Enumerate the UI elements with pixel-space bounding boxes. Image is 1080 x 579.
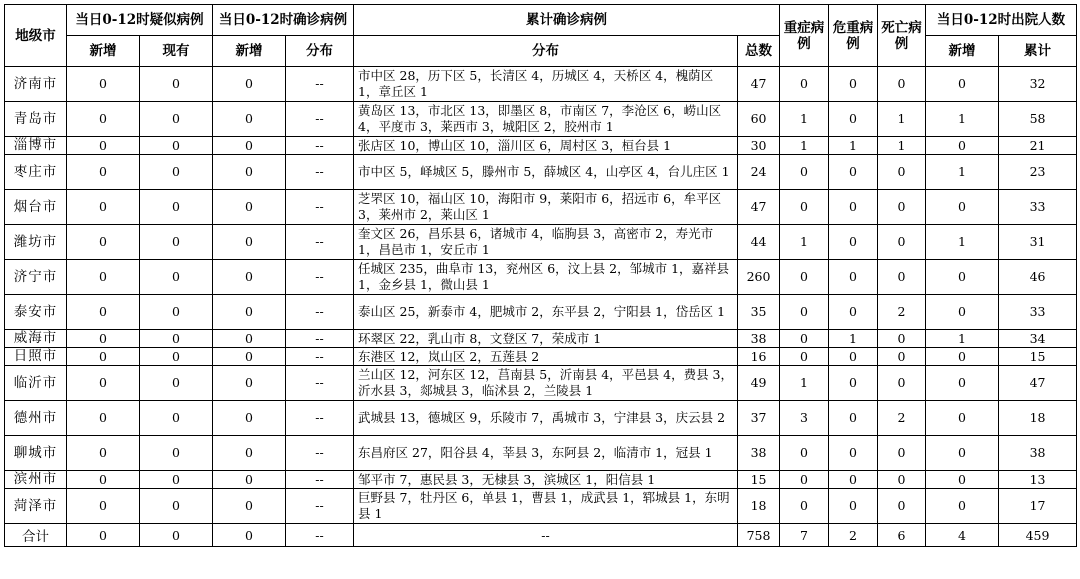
discharged-new: 0	[926, 67, 999, 102]
critical-count: 0	[829, 225, 878, 260]
suspected-existing: 0	[140, 295, 213, 330]
severe-count: 0	[780, 348, 829, 366]
header-dis-new: 新增	[926, 36, 999, 67]
header-cum-distribution: 分布	[354, 36, 738, 67]
suspected-existing: 0	[140, 366, 213, 401]
death-count: 0	[878, 225, 926, 260]
header-sus-new: 新增	[67, 36, 140, 67]
cumulative-total: 18	[738, 489, 780, 524]
table-row	[5, 348, 1077, 366]
discharged-total: 32	[999, 67, 1077, 102]
confirmed-distribution: --	[286, 155, 354, 190]
city-name: 济宁市	[5, 260, 67, 295]
confirmed-distribution: --	[286, 260, 354, 295]
critical-count: 0	[829, 67, 878, 102]
cumulative-total: 47	[738, 67, 780, 102]
confirmed-distribution: --	[286, 67, 354, 102]
city-name: 烟台市	[5, 190, 67, 225]
death-count: 0	[878, 67, 926, 102]
confirmed-new: 0	[213, 348, 286, 366]
death-count: 0	[878, 348, 926, 366]
table-row	[5, 102, 1077, 137]
city-name: 日照市	[5, 348, 67, 366]
cumulative-total: 35	[738, 295, 780, 330]
city-name: 枣庄市	[5, 155, 67, 190]
city-name: 德州市	[5, 401, 67, 436]
cumulative-distribution: 武城县 13，德城区 9，乐陵市 7，禹城市 3，宁津县 3，庆云县 2	[354, 401, 738, 436]
discharged-total: 47	[999, 366, 1077, 401]
cumulative-distribution: 东昌府区 27，阳谷县 4，莘县 3，东阿县 2，临清市 1，冠县 1	[354, 436, 738, 471]
discharged-new: 1	[926, 102, 999, 137]
header-suspected: 当日0-12时疑似病例	[67, 5, 213, 36]
header-critical: 危重病例	[829, 5, 878, 67]
cumulative-total: 47	[738, 190, 780, 225]
confirmed-distribution: --	[286, 330, 354, 348]
city-name: 聊城市	[5, 436, 67, 471]
suspected-new: 0	[67, 471, 140, 489]
table-row	[5, 366, 1077, 401]
table-body	[5, 67, 1077, 547]
suspected-new: 0	[67, 225, 140, 260]
suspected-new: 0	[67, 102, 140, 137]
suspected-existing: 0	[140, 137, 213, 155]
confirmed-distribution: --	[286, 489, 354, 524]
discharged-total: 13	[999, 471, 1077, 489]
critical-count: 0	[829, 102, 878, 137]
severe-count: 0	[780, 67, 829, 102]
critical-count: 0	[829, 366, 878, 401]
header-dis-cumulative: 累计	[999, 36, 1077, 67]
confirmed-distribution: --	[286, 366, 354, 401]
death-count: 0	[878, 366, 926, 401]
severe-count: 0	[780, 436, 829, 471]
severe-count: 1	[780, 137, 829, 155]
confirmed-distribution: --	[286, 471, 354, 489]
cumulative-total: 44	[738, 225, 780, 260]
cumulative-total: 24	[738, 155, 780, 190]
cumulative-distribution: 巨野县 7，牡丹区 6，单县 1，曹县 1，成武县 1，郓城县 1，东明县 1	[354, 489, 738, 524]
confirmed-distribution: --	[286, 295, 354, 330]
suspected-new: 0	[67, 366, 140, 401]
cumulative-distribution: 市中区 5，峄城区 5，滕州市 5，薛城区 4，山亭区 4，台儿庄区 1	[354, 155, 738, 190]
city-name: 青岛市	[5, 102, 67, 137]
discharged-new: 0	[926, 295, 999, 330]
discharged-total: 18	[999, 401, 1077, 436]
confirmed-new: 0	[213, 102, 286, 137]
discharged-total: 15	[999, 348, 1077, 366]
table-row	[5, 401, 1077, 436]
cumulative-distribution: 黄岛区 13，市北区 13，即墨区 8，市南区 7，李沧区 6，崂山区 4，平度市 3，莱西市 3，城阳区 2，胶州市 1	[354, 102, 738, 137]
critical-count: 0	[829, 155, 878, 190]
city-name: 临沂市	[5, 366, 67, 401]
critical-count: 0	[829, 401, 878, 436]
header-cum-total: 总数	[738, 36, 780, 67]
death-count: 0	[878, 190, 926, 225]
header-discharged: 当日0-12时出院人数	[926, 5, 1077, 36]
suspected-existing: 0	[140, 102, 213, 137]
discharged-new: 0	[926, 190, 999, 225]
table-row	[5, 260, 1077, 295]
discharged-total: 33	[999, 295, 1077, 330]
discharged-total: 17	[999, 489, 1077, 524]
severe-count: 3	[780, 401, 829, 436]
death-count: 0	[878, 155, 926, 190]
table-row	[5, 190, 1077, 225]
cumulative-total: 37	[738, 401, 780, 436]
confirmed-distribution: --	[286, 102, 354, 137]
suspected-existing: 0	[140, 225, 213, 260]
discharged-new: 1	[926, 330, 999, 348]
city-name: 淄博市	[5, 137, 67, 155]
confirmed-new: 0	[213, 489, 286, 524]
city-name: 菏泽市	[5, 489, 67, 524]
city-name: 滨州市	[5, 471, 67, 489]
cumulative-distribution: --	[354, 524, 738, 547]
discharged-total: 58	[999, 102, 1077, 137]
cumulative-distribution: 奎文区 26，昌乐县 6，诸城市 4，临朐县 3，高密市 2，寿光市 1，昌邑市 1，安丘市 1	[354, 225, 738, 260]
total-label: 合计	[5, 524, 67, 547]
discharged-new: 0	[926, 436, 999, 471]
critical-count: 0	[829, 260, 878, 295]
cumulative-total: 260	[738, 260, 780, 295]
confirmed-new: 0	[213, 330, 286, 348]
header-death: 死亡病例	[878, 5, 926, 67]
header-cumulative: 累计确诊病例	[354, 5, 780, 36]
cumulative-distribution: 芝罘区 10，福山区 10，海阳市 9，莱阳市 6，招远市 6，牟平区 3，莱州市 2，莱山区 1	[354, 190, 738, 225]
suspected-new: 0	[67, 330, 140, 348]
critical-count: 0	[829, 295, 878, 330]
suspected-new: 0	[67, 436, 140, 471]
confirmed-new: 0	[213, 155, 286, 190]
discharged-new: 1	[926, 155, 999, 190]
confirmed-distribution: --	[286, 190, 354, 225]
confirmed-new: 0	[213, 366, 286, 401]
death-count: 0	[878, 489, 926, 524]
discharged-new: 4	[926, 524, 999, 547]
severe-count: 0	[780, 155, 829, 190]
severe-count: 0	[780, 330, 829, 348]
severe-count: 0	[780, 295, 829, 330]
death-count: 0	[878, 330, 926, 348]
suspected-existing: 0	[140, 471, 213, 489]
suspected-new: 0	[67, 524, 140, 547]
table-row	[5, 225, 1077, 260]
severe-count: 0	[780, 260, 829, 295]
table-row	[5, 67, 1077, 102]
cumulative-distribution: 张店区 10，博山区 10，淄川区 6，周村区 3，桓台县 1	[354, 137, 738, 155]
cumulative-total: 38	[738, 330, 780, 348]
severe-count: 1	[780, 225, 829, 260]
cumulative-total: 30	[738, 137, 780, 155]
suspected-new: 0	[67, 155, 140, 190]
cumulative-total: 16	[738, 348, 780, 366]
discharged-new: 0	[926, 401, 999, 436]
confirmed-distribution: --	[286, 524, 354, 547]
critical-count: 0	[829, 190, 878, 225]
table-row	[5, 155, 1077, 190]
death-count: 2	[878, 401, 926, 436]
cumulative-total: 758	[738, 524, 780, 547]
table-row	[5, 471, 1077, 489]
cumulative-distribution: 兰山区 12，河东区 12，莒南县 5，沂南县 4，平邑县 4，费县 3，沂水县 3，郯城县 3，临沭县 2，兰陵县 1	[354, 366, 738, 401]
table-row	[5, 436, 1077, 471]
confirmed-new: 0	[213, 471, 286, 489]
confirmed-distribution: --	[286, 401, 354, 436]
city-name: 威海市	[5, 330, 67, 348]
critical-count: 0	[829, 436, 878, 471]
death-count: 0	[878, 260, 926, 295]
critical-count: 1	[829, 330, 878, 348]
header-severe: 重症病例	[780, 5, 829, 67]
cumulative-distribution: 东港区 12，岚山区 2，五莲县 2	[354, 348, 738, 366]
discharged-total: 46	[999, 260, 1077, 295]
severe-count: 1	[780, 366, 829, 401]
suspected-existing: 0	[140, 401, 213, 436]
discharged-total: 459	[999, 524, 1077, 547]
header-conf-new: 新增	[213, 36, 286, 67]
discharged-total: 34	[999, 330, 1077, 348]
death-count: 1	[878, 137, 926, 155]
death-count: 0	[878, 436, 926, 471]
suspected-new: 0	[67, 67, 140, 102]
cumulative-total: 38	[738, 436, 780, 471]
severe-count: 0	[780, 471, 829, 489]
suspected-new: 0	[67, 190, 140, 225]
suspected-existing: 0	[140, 155, 213, 190]
suspected-existing: 0	[140, 489, 213, 524]
table-row	[5, 295, 1077, 330]
suspected-new: 0	[67, 348, 140, 366]
suspected-new: 0	[67, 260, 140, 295]
discharged-new: 0	[926, 366, 999, 401]
discharged-new: 0	[926, 260, 999, 295]
table-row	[5, 489, 1077, 524]
cumulative-total: 49	[738, 366, 780, 401]
confirmed-new: 0	[213, 524, 286, 547]
critical-count: 0	[829, 489, 878, 524]
table-row	[5, 137, 1077, 155]
discharged-new: 1	[926, 225, 999, 260]
confirmed-new: 0	[213, 260, 286, 295]
death-count: 6	[878, 524, 926, 547]
cumulative-total: 60	[738, 102, 780, 137]
discharged-new: 0	[926, 489, 999, 524]
discharged-new: 0	[926, 471, 999, 489]
severe-count: 1	[780, 102, 829, 137]
discharged-total: 38	[999, 436, 1077, 471]
confirmed-distribution: --	[286, 348, 354, 366]
suspected-new: 0	[67, 295, 140, 330]
suspected-existing: 0	[140, 330, 213, 348]
discharged-total: 21	[999, 137, 1077, 155]
confirmed-new: 0	[213, 436, 286, 471]
confirmed-distribution: --	[286, 137, 354, 155]
city-name: 济南市	[5, 67, 67, 102]
suspected-existing: 0	[140, 436, 213, 471]
confirmed-new: 0	[213, 137, 286, 155]
city-name: 潍坊市	[5, 225, 67, 260]
header-conf-distribution: 分布	[286, 36, 354, 67]
header-row-top	[5, 5, 1077, 36]
severe-count: 0	[780, 489, 829, 524]
critical-count: 0	[829, 348, 878, 366]
suspected-new: 0	[67, 137, 140, 155]
header-confirmed-today: 当日0-12时确诊病例	[213, 5, 354, 36]
cumulative-distribution: 环翠区 22，乳山市 8，文登区 7，荣成市 1	[354, 330, 738, 348]
confirmed-new: 0	[213, 295, 286, 330]
city-name: 泰安市	[5, 295, 67, 330]
confirmed-new: 0	[213, 67, 286, 102]
suspected-existing: 0	[140, 348, 213, 366]
discharged-new: 0	[926, 348, 999, 366]
confirmed-distribution: --	[286, 225, 354, 260]
suspected-existing: 0	[140, 524, 213, 547]
confirmed-distribution: --	[286, 436, 354, 471]
confirmed-new: 0	[213, 225, 286, 260]
critical-count: 2	[829, 524, 878, 547]
cumulative-distribution: 邹平市 7，惠民县 3，无棣县 3，滨城区 1，阳信县 1	[354, 471, 738, 489]
discharged-total: 23	[999, 155, 1077, 190]
critical-count: 1	[829, 137, 878, 155]
header-sus-existing: 现有	[140, 36, 213, 67]
death-count: 1	[878, 102, 926, 137]
severe-count: 0	[780, 190, 829, 225]
total-row	[5, 524, 1077, 547]
suspected-existing: 0	[140, 67, 213, 102]
discharged-total: 31	[999, 225, 1077, 260]
cumulative-distribution: 市中区 28，历下区 5，长清区 4，历城区 4，天桥区 4，槐荫区 1，章丘区 1	[354, 67, 738, 102]
suspected-new: 0	[67, 489, 140, 524]
death-count: 2	[878, 295, 926, 330]
cumulative-distribution: 泰山区 25，新泰市 4，肥城市 2，东平县 2，宁阳县 1，岱岳区 1	[354, 295, 738, 330]
cumulative-distribution: 任城区 235，曲阜市 13，兖州区 6，汶上县 2，邹城市 1，嘉祥县 1，金乡县 1，微山县 1	[354, 260, 738, 295]
death-count: 0	[878, 471, 926, 489]
discharged-new: 0	[926, 137, 999, 155]
critical-count: 0	[829, 471, 878, 489]
cumulative-total: 15	[738, 471, 780, 489]
header-city: 地级市	[5, 5, 67, 67]
table-row	[5, 330, 1077, 348]
confirmed-new: 0	[213, 190, 286, 225]
suspected-existing: 0	[140, 190, 213, 225]
confirmed-new: 0	[213, 401, 286, 436]
suspected-new: 0	[67, 401, 140, 436]
discharged-total: 33	[999, 190, 1077, 225]
covid-statistics-table	[4, 4, 1077, 547]
severe-count: 7	[780, 524, 829, 547]
suspected-existing: 0	[140, 260, 213, 295]
